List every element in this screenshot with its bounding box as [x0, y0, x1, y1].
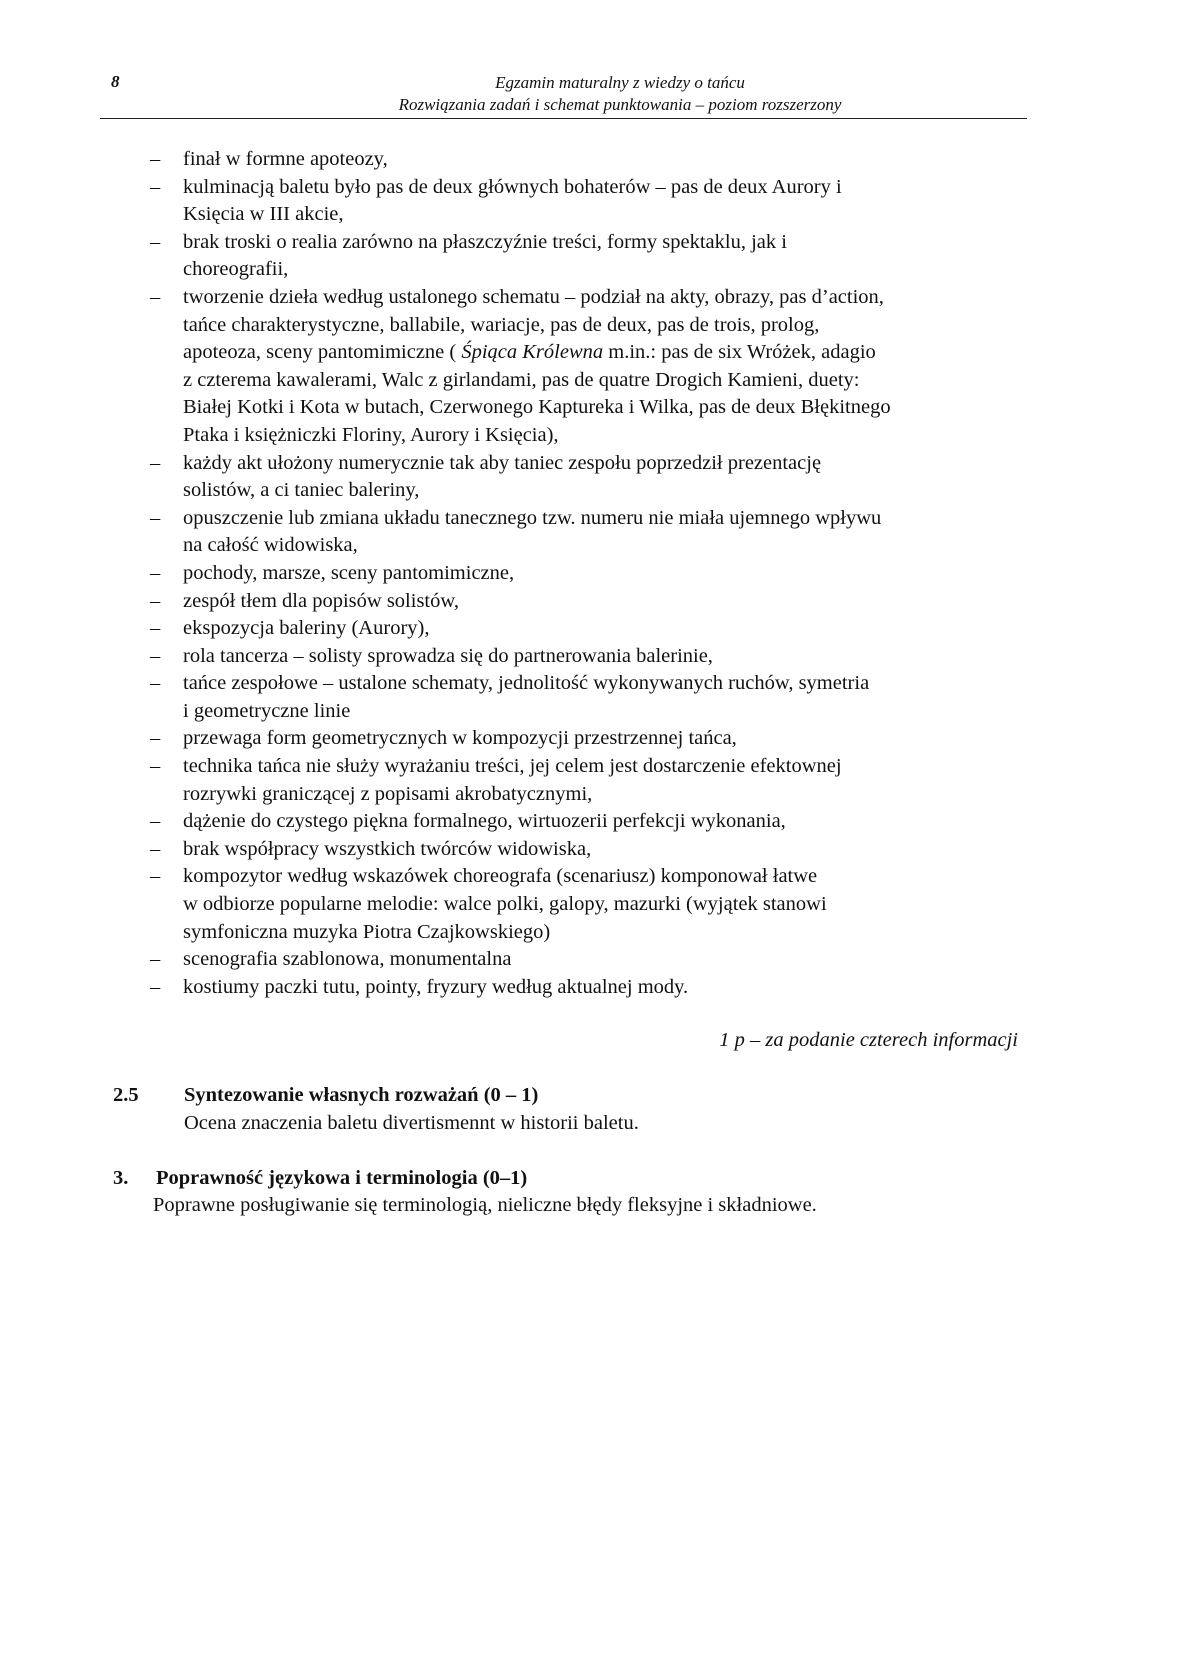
bullet-line: brak troski o realia zarówno na płaszczyźnie treści, formy spektaklu, jak i [183, 230, 787, 253]
bullet-dash: – [150, 175, 161, 198]
bullet-dash: – [150, 451, 161, 474]
bullet-line: każdy akt ułożony numerycznie tak aby taniec zespołu poprzedził prezentację [183, 451, 822, 474]
bullet-dash: – [150, 975, 161, 998]
bullet-line: Białej Kotki i Kota w butach, Czerwonego Kaptureka i Wilka, pas de deux Błękitnego [183, 396, 891, 419]
answer-bullet-list [150, 146, 1030, 1001]
bullet-dash: – [150, 506, 161, 529]
bullet-line: tworzenie dzieła według ustalonego schematu – podział na akty, obrazy, pas d’action, [183, 285, 884, 308]
bullet-item [150, 670, 1030, 725]
bullet-dash: – [150, 589, 161, 612]
bullet-item [150, 725, 1030, 753]
bullet-line: ekspozycja baleriny (Aurory), [183, 617, 430, 640]
bullet-dash: – [150, 727, 161, 750]
bullet-dash: – [150, 644, 161, 667]
bullet-dash: – [150, 230, 161, 253]
section-number: 3. [113, 1167, 129, 1189]
bullet-line: przewaga form geometrycznych w kompozycji przestrzennej tańca, [183, 727, 737, 750]
bullet-item [150, 450, 1030, 505]
bullet-line: na całość widowiska, [183, 534, 358, 557]
bullet-dash: – [150, 148, 161, 170]
bullet-item [150, 174, 1030, 229]
bullet-item [150, 753, 1030, 808]
bullet-line: tańce charakterystyczne, ballabile, wariacje, pas de deux, pas de trois, prolog, [183, 313, 820, 336]
bullet-dash: – [150, 810, 161, 833]
bullet-item [150, 643, 1030, 671]
bullet-dash: – [150, 948, 161, 971]
bullet-item [150, 615, 1030, 643]
section-number: 2.5 [113, 1084, 139, 1106]
bullet-line: kulminacją baletu było pas de deux głównych bohaterów – pas de deux Aurory i [183, 175, 842, 198]
bullet-line: w odbiorze popularne melodie: walce polki, galopy, mazurki (wyjątek stanowi [183, 893, 827, 916]
ballet-title: Śpiąca Królewna [461, 341, 604, 364]
bullet-line: Ptaka i księżniczki Floriny, Aurory i Księcia), [183, 423, 559, 446]
bullet-line: brak współpracy wszystkich twórców widowiska, [183, 837, 592, 860]
bullet-line: rozrywki graniczącej z popisami akrobatycznymi, [183, 782, 593, 805]
section-title: Syntezowanie własnych rozważań (0 – 1) [184, 1084, 539, 1106]
header-subtitle: Rozwiązania zadań i schemat punktowania – poziom rozszerzony [398, 95, 842, 114]
bullet-dash: – [150, 285, 161, 308]
bullet-item [150, 974, 1030, 1002]
bullet-dash: – [150, 561, 161, 584]
bullet-line: zespół tłem dla popisów solistów, [183, 589, 459, 612]
bullet-item [150, 505, 1030, 560]
bullet-line: choreografii, [183, 258, 289, 281]
bullet-line [183, 339, 1030, 367]
bullet-line-part: m.in.: pas de six Wróżek, adagio [603, 341, 876, 364]
bullet-dash: – [150, 865, 161, 888]
section-title: Poprawność językowa i terminologia (0–1) [156, 1167, 528, 1189]
page-number: 8 [111, 72, 120, 91]
page-header [240, 72, 1000, 116]
bullet-line: finał w formne apoteozy, [183, 148, 388, 170]
section-body [184, 1082, 1004, 1137]
bullet-dash: – [150, 617, 161, 640]
bullet-dash: – [150, 755, 161, 778]
bullet-item [150, 808, 1030, 836]
bullet-dash: – [150, 837, 161, 860]
bullet-line: Księcia w III akcie, [183, 203, 344, 226]
bullet-line: opuszczenie lub zmiana układu tanecznego tzw. numeru nie miała ujemnego wpływu [183, 506, 882, 529]
bullet-item [150, 836, 1030, 864]
bullet-line-part: apoteoza, sceny pantomimiczne ( [183, 341, 462, 364]
bullet-dash: – [150, 672, 161, 695]
bullet-line: technika tańca nie służy wyrażaniu treści, jej celem jest dostarczenie efektownej [183, 755, 842, 778]
score-note: 1 p – za podanie czterech informacji [719, 1029, 1018, 1051]
bullet-item [150, 588, 1030, 616]
header-exam-title: Egzamin maturalny z wiedzy o tańcu [495, 73, 745, 92]
bullet-line: scenografia szablonowa, monumentalna [183, 948, 512, 971]
bullet-line: z czterema kawalerami, Walc z girlandami, pas de quatre Drogich Kamieni, duety: [183, 368, 860, 391]
bullet-line: pochody, marsze, sceny pantomimiczne, [183, 561, 515, 584]
section-description: Ocena znaczenia baletu divertismennt w historii baletu. [184, 1111, 639, 1134]
bullet-line: symfoniczna muzyka Piotra Czajkowskiego) [183, 920, 551, 943]
bullet-line: i geometryczne linie [183, 699, 351, 722]
bullet-line: solistów, a ci taniec baleriny, [183, 479, 420, 502]
bullet-line: kostiumy paczki tutu, pointy, fryzury według aktualnej mody. [183, 975, 689, 998]
bullet-item [150, 946, 1030, 974]
bullet-item [150, 284, 1030, 450]
bullet-item [150, 146, 1030, 174]
bullet-item [150, 229, 1030, 284]
bullet-line: kompozytor według wskazówek choreografa (scenariusz) komponował łatwe [183, 865, 818, 888]
bullet-line: tańce zespołowe – ustalone schematy, jednolitość wykonywanych ruchów, symetria [183, 672, 870, 695]
header-rule [100, 118, 1027, 119]
bullet-line: dążenie do czystego piękna formalnego, wirtuozerii perfekcji wykonania, [183, 810, 786, 833]
bullet-item [150, 863, 1030, 946]
bullet-item [150, 560, 1030, 588]
section-description: Poprawne posługiwanie się terminologią, nieliczne błędy fleksyjne i składniowe. [153, 1194, 817, 1216]
bullet-line: rola tancerza – solisty sprowadza się do partnerowania balerinie, [183, 644, 713, 667]
